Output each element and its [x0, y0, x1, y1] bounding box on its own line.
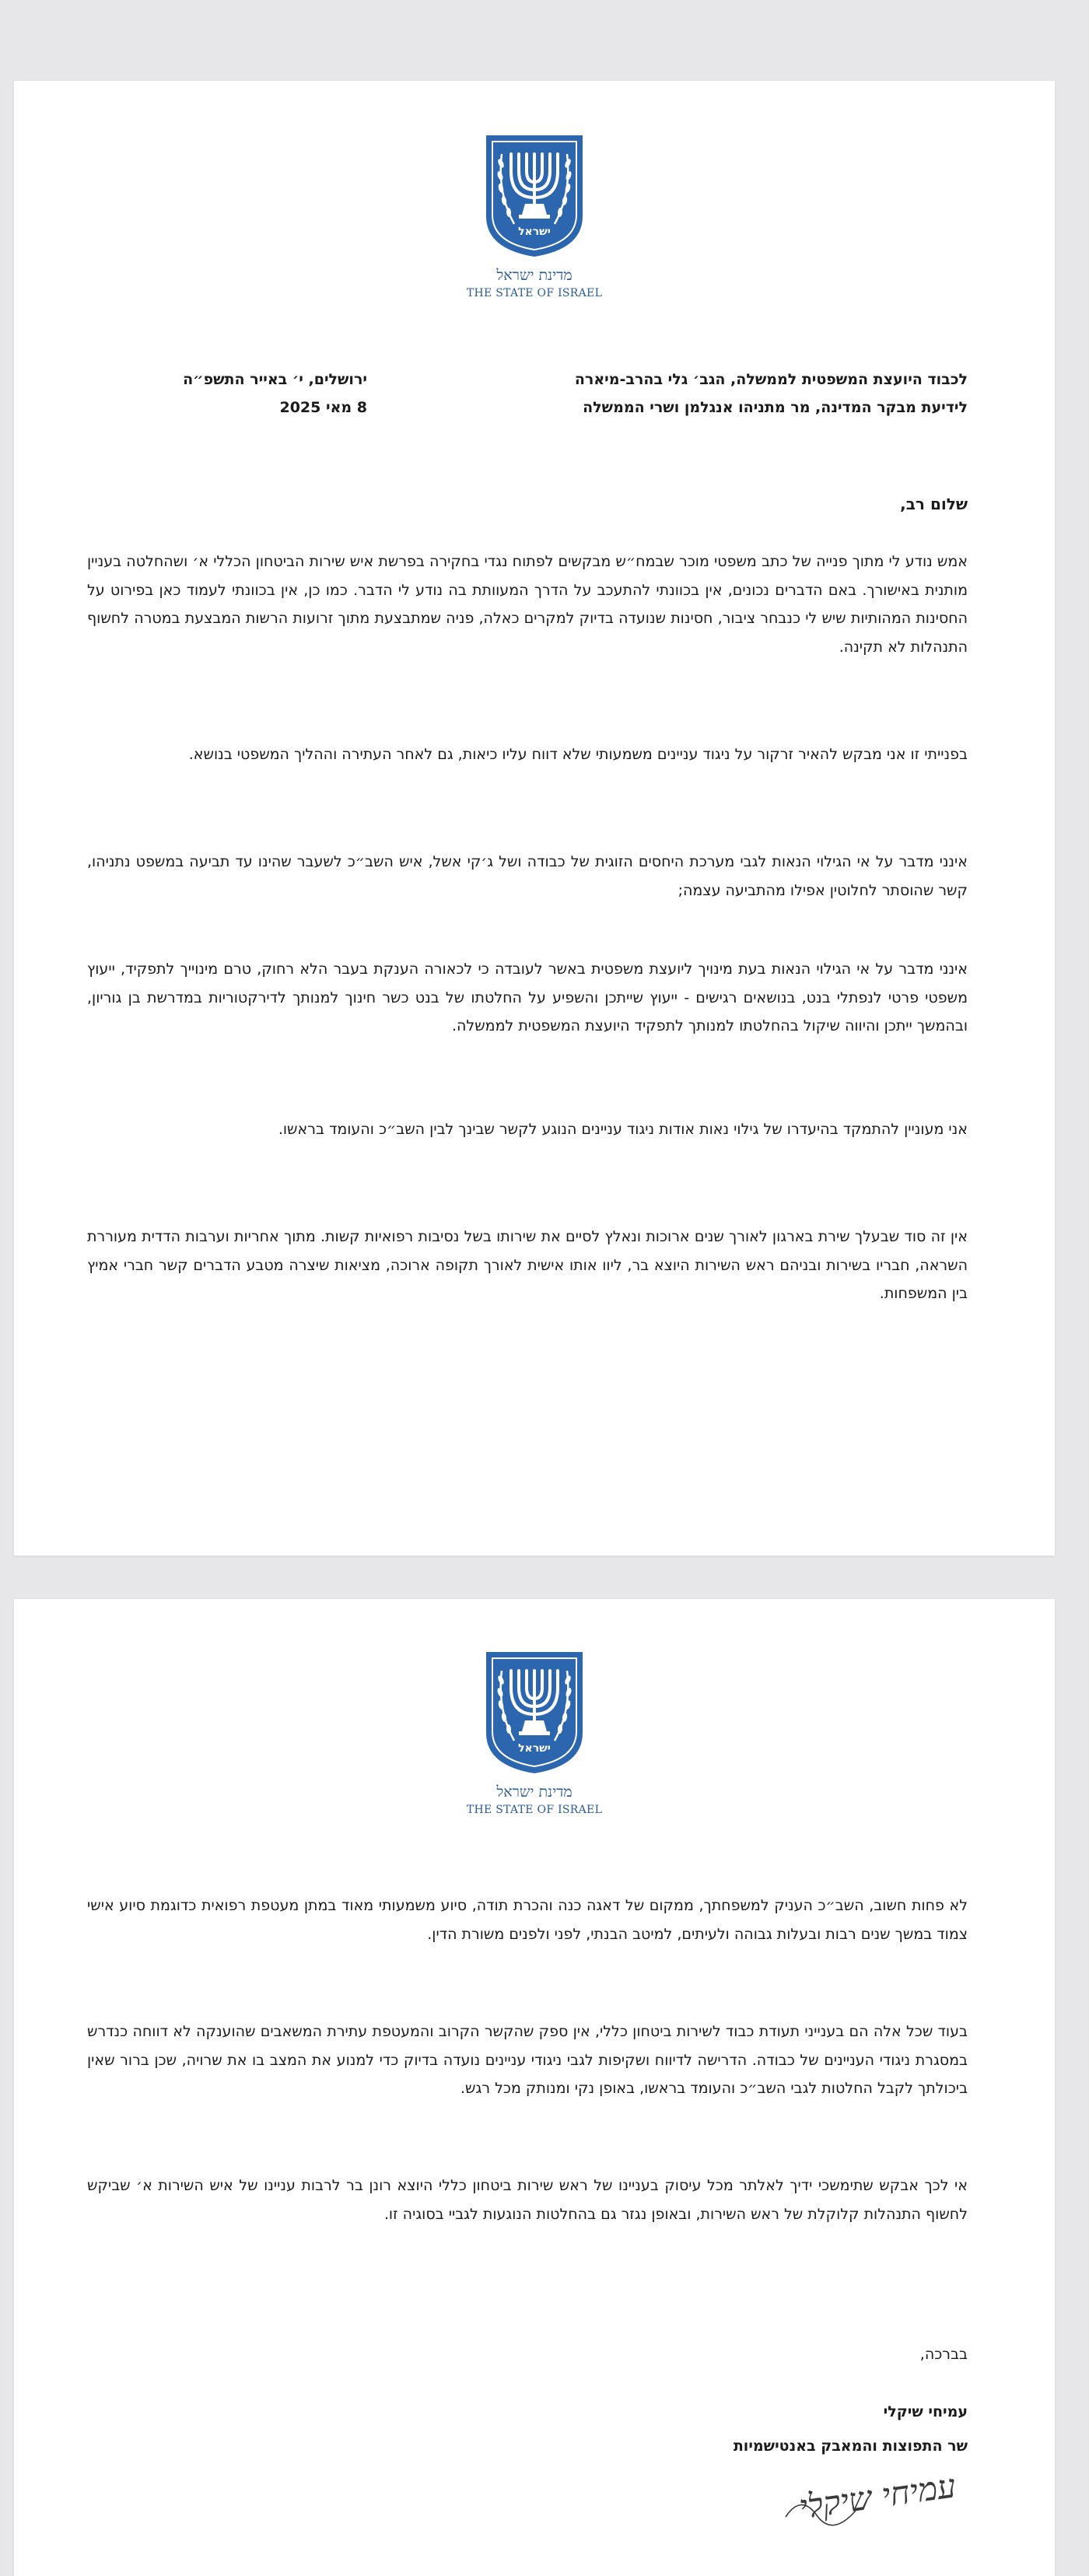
addressees — [439, 366, 968, 422]
addressee-line-1: לכבוד היועצת המשפטית לממשלה, הגב׳ גלי בהרב-מיארה — [574, 371, 968, 388]
state-name-hebrew: מדינת ישראל — [496, 267, 573, 284]
signer-name: עמיחי שיקלי — [883, 2403, 968, 2420]
body-paragraph: אי לכך אבקש שתימשכי ידיך לאלתר מכל עיסוק בעניינו של ראש שירות ביטחון כללי היוצא רונן בר לרבות עניינו של איש השירות א׳ שביקש לחשוף התנהלות קלוקלת של ראש השירות, ובאופן נגזר גם בהחלטות הנוגעות לגביי בסוגיה זו. — [87, 2177, 968, 2223]
state-name-hebrew: מדינת ישראל — [496, 1783, 573, 1801]
letter-date — [87, 366, 367, 422]
signer-title: שר התפוצות והמאבק באנטישמיות — [733, 2438, 968, 2455]
body-paragraph: בעוד שכל אלה הם בענייני תעודת כבוד לשירות ביטחון כללי, אין ספק שהקשר הקרוב והמעטפת עתירת המשאבים שהוענקה לא דווחה כנדרש במסגרת ניגודי העניינים של כבודה. הדרישה לדיווח ושקיפות לגבי ניגודי עניינים נועדה בדיוק כדי למנוע את המצב בו את שרויה, שכן ברור שאין ביכולתך לקבל החלטות לגבי השב״כ והעומד בראשו, באופן נקי ומנותק מכל רגש. — [87, 2023, 968, 2097]
date-hebrew: ירושלים, י׳ באייר התשפ״ה — [183, 371, 367, 388]
emblem-text: ישראל — [518, 226, 551, 238]
body-paragraph: אמש נודע לי מתוך פנייה של כתב משפטי מוכר שבמח״ש מבקשים לפתוח נגדי בחקירה בפרשת איש שירות הביטחון הכללי א׳ ושהחלטה בעניין מותנית באישורך. באם הדברים נכונים, אין בכוונתי להתעכב על הדרך המעוותת בה נודע לי הדבר. כמו כן, אין בכוונתי לעמוד כאן בפירוט על החסינות המהותיות שיש לי כנבחר ציבור, חסינות שנועדה בדיוק למקרים כאלה, פניה שמתבצעת מתוך זרועות הרשות המבצעת במטרה לחשוף התנהלות לא תקינה. — [87, 553, 968, 656]
body-paragraph: בפנייתי זו אני מבקש להאיר זרקור על ניגוד עניינים משמעותי שלא דווח עליו כיאות, גם לאחר העתירה וההליך המשפטי בנושא. — [188, 746, 968, 763]
letterhead — [14, 131, 1055, 302]
letter-page-2 — [14, 1599, 1055, 2576]
state-emblem-icon — [480, 1647, 589, 1775]
body-paragraph: לא פחות חשוב, השב״כ העניק למשפחתך, ממקום של דאגה כנה והכרת תודה, סיוע משמעותי מאוד במתן מעטפת רפואית כדוגמת סיוע אישי צמוד במשך שנים רבות ובעלות גבוהה ולעיתים, למיטב הבנתי, לפני ולפנים משורת הדין. — [87, 1897, 968, 1943]
closing-salutation: בברכה, — [919, 2346, 968, 2363]
state-emblem-icon — [480, 131, 589, 258]
letter-page-1 — [14, 81, 1055, 1556]
addressee-line-2: לידיעת מבקר המדינה, מר מתניהו אנגלמן ושרי הממשלה — [583, 399, 968, 416]
body-paragraph: אינני מדבר על אי הגילוי הנאות בעת מינויך ליועצת משפטית באשר לעובדה כי לכאורה הענקת בעבר הלא רחוק, טרם מינוייך לתפקיד, ייעוץ משפטי פרטי לנפתלי בנט, בנושאים רגישים - ייעוץ שייתכן והשפיע על החלטתו של בנט כשר חינוך למנותך לדירקטוריות במדרשת בן גוריון, ובהמשך ייתכן והיווה שיקול בהחלטתו למנותך לתפקיד היועצת המשפטית לממשלה. — [87, 961, 968, 1034]
date-gregorian: 8 מאי 2025 — [279, 399, 367, 416]
state-name-english: THE STATE OF ISRAEL — [466, 287, 603, 299]
svg-text:עמיחי שיקלי: עמיחי שיקלי — [797, 2466, 958, 2527]
letterhead — [14, 1647, 1055, 1818]
body-paragraph: אין זה סוד שבעלך שירת בארגון לאורך שנים ארוכות ונאלץ לסיים את שירותו בשל נסיבות רפואיות קשות. מתוך אחריות וערבות הדדית מעוררת השראה, חבריו בשירות ובניהם ראש השירות היוצא בר, ליוו אותו אישית לאורך תקופה ארוכה, מציאות שיצרה מטבע הדברים קשר חברי אמיץ בין המשפחות. — [87, 1228, 968, 1302]
state-name-english: THE STATE OF ISRAEL — [466, 1804, 603, 1816]
body-paragraph: אני מעוניין להתמקד בהיעדרו של גילוי נאות אודות ניגוד עניינים הנוגע לקשר שבינך לבין השב״כ והעומד בראשו. — [278, 1121, 968, 1138]
handwritten-signature — [770, 2462, 965, 2532]
body-paragraph: אינני מדבר על אי הגילוי הנאות לגבי מערכת היחסים הזוגית של כבודה ושל ג׳קי אשל, איש השב״כ לשעבר שהינו עד תביעה במשפט נתניהו, קשר שהוסתר לחלוטין אפילו מהתביעה עצמה; — [87, 853, 968, 899]
greeting: שלום רב, — [900, 495, 968, 513]
emblem-text: ישראל — [518, 1742, 551, 1755]
